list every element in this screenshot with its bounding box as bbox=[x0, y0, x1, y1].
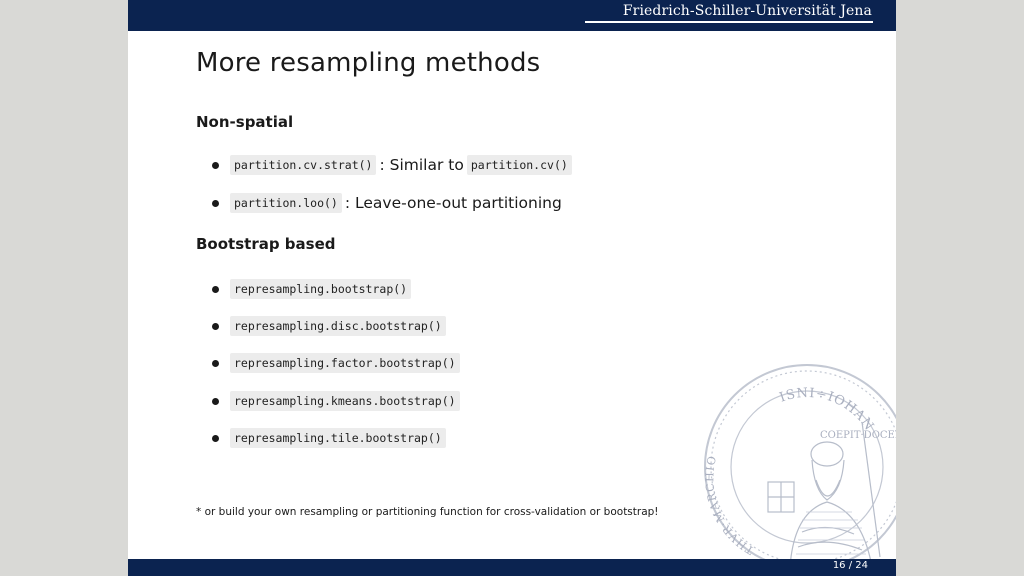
header-bar bbox=[128, 0, 896, 31]
slide-title: More resampling methods bbox=[196, 48, 541, 78]
slide bbox=[128, 0, 910, 576]
page-number: 16 / 24 bbox=[832, 560, 868, 571]
code-snippet: partition.cv() bbox=[467, 155, 572, 175]
list-item bbox=[212, 278, 411, 300]
university-seal-icon bbox=[702, 362, 910, 572]
bullet-icon bbox=[212, 398, 219, 405]
bullet-icon bbox=[212, 286, 219, 293]
code-snippet: partition.cv.strat() bbox=[230, 155, 376, 175]
section-heading-non-spatial: Non-spatial bbox=[196, 113, 294, 131]
footnote: * or build your own resampling or partitioning function for cross-validation or bootstrap! bbox=[196, 506, 659, 518]
section-heading-bootstrap: Bootstrap based bbox=[196, 235, 336, 253]
code-snippet: represampling.kmeans.bootstrap() bbox=[230, 391, 460, 411]
seal-text-top: ISNI÷IOHAN bbox=[777, 385, 877, 435]
list-item bbox=[212, 154, 572, 176]
university-name: Friedrich-Schiller-Universität Jena bbox=[622, 3, 872, 19]
list-item bbox=[212, 427, 446, 449]
list-item bbox=[212, 315, 446, 337]
item-text: : Similar to bbox=[379, 156, 464, 174]
code-snippet: represampling.disc.bootstrap() bbox=[230, 316, 446, 336]
header-rule bbox=[585, 21, 873, 23]
list-item bbox=[212, 192, 565, 214]
seal-text-mid: COEPIT·DOCERE bbox=[820, 430, 910, 441]
footer-bar bbox=[128, 559, 896, 576]
item-text: : Leave-one-out partitioning bbox=[344, 194, 562, 212]
list-item bbox=[212, 390, 460, 412]
bullet-icon bbox=[212, 323, 219, 330]
seal-text-left: THVR·MARCHIO bbox=[703, 454, 757, 558]
svg-text:THVR·MARCHIO bbox=[703, 454, 756, 557]
bullet-icon bbox=[212, 360, 219, 367]
code-snippet: partition.loo() bbox=[230, 193, 342, 213]
bullet-icon bbox=[212, 162, 219, 169]
code-snippet: represampling.bootstrap() bbox=[230, 279, 411, 299]
list-item bbox=[212, 352, 460, 374]
bullet-icon bbox=[212, 435, 219, 442]
code-snippet: represampling.factor.bootstrap() bbox=[230, 353, 460, 373]
bullet-icon bbox=[212, 200, 219, 207]
code-snippet: represampling.tile.bootstrap() bbox=[230, 428, 446, 448]
svg-text:ISNI÷IOHAN bbox=[778, 386, 877, 434]
